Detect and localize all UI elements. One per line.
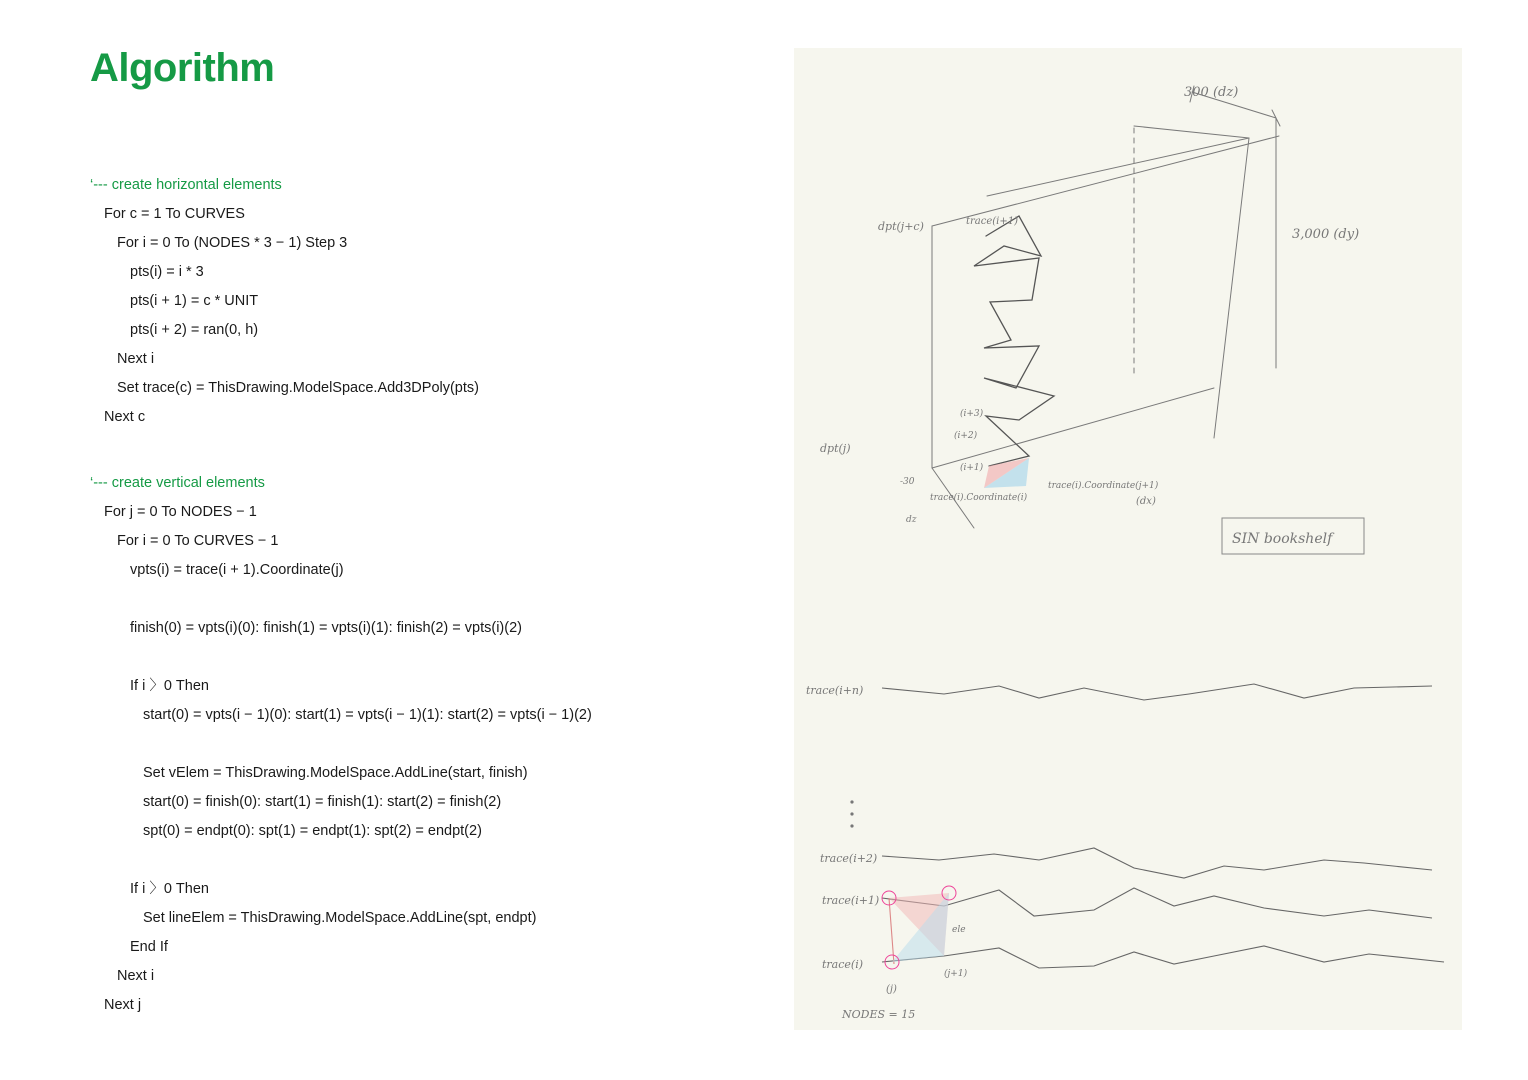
code-line: For i = 0 To (NODES * 3 − 1) Step 3: [117, 235, 348, 251]
sketch-dot: [850, 812, 853, 815]
sketch-line: [882, 848, 1432, 878]
sketch-label: dpt(j+c): [878, 220, 924, 233]
sketch-line: [882, 946, 1444, 968]
code-line: Next c: [104, 409, 146, 425]
code-line: pts(i) = i * 3: [130, 264, 204, 280]
code-line: finish(0) = vpts(i)(0): finish(1) = vpts(i)(1): finish(2) = vpts(i)(2): [130, 620, 522, 636]
code-line: For i = 0 To CURVES − 1: [117, 533, 279, 549]
sketch-label: SIN bookshelf: [1232, 531, 1333, 547]
code-line: pts(i + 1) = c * UNIT: [130, 293, 259, 309]
sketch-line: [987, 138, 1249, 196]
sketch-label: dz: [906, 515, 917, 525]
sketch-label: ele: [952, 925, 966, 935]
sketch-label: (i+1): [960, 463, 984, 473]
sketch-label: trace(i+1): [966, 216, 1019, 227]
code-line: start(0) = finish(0): start(1) = finish(1): start(2) = finish(2): [143, 794, 502, 810]
sketch-label: trace(i): [822, 958, 864, 971]
sketch-line: [1134, 126, 1249, 138]
sketch-line: [974, 216, 1054, 466]
sketch-label: 300 (dz): [1184, 85, 1239, 100]
sketch-label: trace(i+1): [822, 894, 880, 907]
sketch-label: 3,000 (dy): [1292, 227, 1360, 242]
pencil-sketch: [794, 48, 1462, 1030]
sketch-line: [1214, 138, 1249, 438]
code-comment-horizontal: ‘--- create horizontal elements: [90, 177, 282, 193]
sketch-drawing: [794, 48, 1462, 1030]
sketch-label: trace(i).Coordinate(j+1): [1048, 481, 1159, 491]
code-line: Next j: [104, 997, 142, 1013]
code-line: start(0) = vpts(i − 1)(0): start(1) = vpts(i − 1)(1): start(2) = vpts(i − 1)(2): [143, 707, 592, 723]
code-line: spt(0) = endpt(0): spt(1) = endpt(1): spt(2) = endpt(2): [143, 823, 482, 839]
code-line: For c = 1 To CURVES: [104, 206, 245, 222]
code-line: pts(i + 2) = ran(0, h): [130, 322, 259, 338]
sketch-label: (i+3): [960, 409, 984, 419]
code-comment-vertical: ‘--- create vertical elements: [90, 475, 265, 491]
sketch-label: (dx): [1136, 496, 1156, 507]
sketch-label: trace(i+n): [806, 684, 864, 697]
code-line: Next i: [117, 351, 155, 367]
code-line: vpts(i) = trace(i + 1).Coordinate(j): [130, 562, 344, 578]
code-line: Set vElem = ThisDrawing.ModelSpace.AddLine(start, finish): [143, 765, 528, 781]
sketch-label: -30: [900, 477, 915, 487]
sketch-label: trace(i).Coordinate(i): [930, 493, 1028, 503]
sketch-label: dpt(j): [820, 442, 851, 455]
code-line: Set lineElem = ThisDrawing.ModelSpace.AddLine(spt, endpt): [143, 910, 537, 926]
page-title: Algorithm: [90, 46, 275, 90]
sketch-line: [932, 136, 1279, 226]
code-line: For j = 0 To NODES − 1: [104, 504, 257, 520]
code-line: End If: [130, 939, 168, 955]
code-line: If i 〉0 Then: [130, 881, 209, 897]
sketch-label: (j): [886, 984, 897, 995]
sketch-label: (j+1): [944, 969, 968, 979]
sketch-line: [882, 888, 1432, 918]
sketch-line: [932, 388, 1214, 468]
code-line: Next i: [117, 968, 155, 984]
sketch-dot: [850, 824, 853, 827]
sketch-label: (i+2): [954, 431, 978, 441]
code-line: Set trace(c) = ThisDrawing.ModelSpace.Add3DPoly(pts): [117, 380, 479, 396]
sketch-dot: [850, 800, 853, 803]
sketch-label: NODES = 15: [842, 1008, 916, 1021]
sketch-label: trace(i+2): [820, 852, 878, 865]
sketch-line: [882, 684, 1432, 700]
sketch-line: [889, 898, 894, 964]
code-line: If i 〉0 Then: [130, 678, 209, 694]
